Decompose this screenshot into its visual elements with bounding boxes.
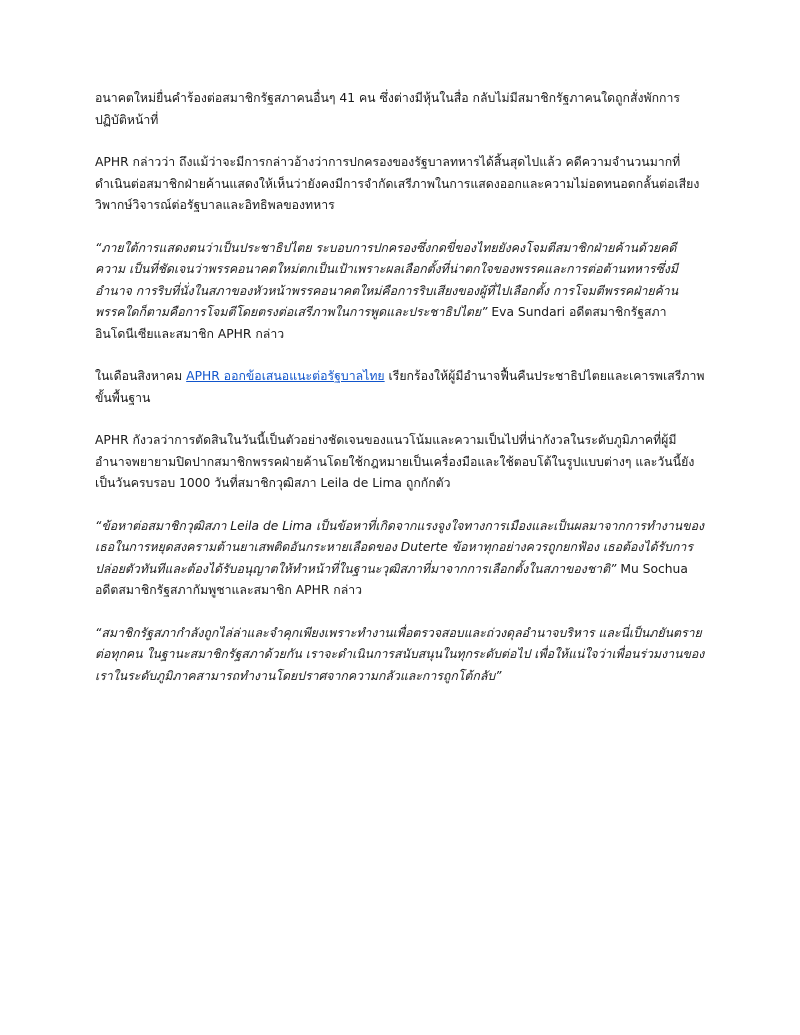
paragraph-aphr-statement: APHR กล่าวว่า ถึงแม้ว่าจะมีการกล่าวอ้างว่าการปกครองของรัฐบาลทหารได้สิ้นสุดไปแล้ว คดีความจำนวนมากที่ดำเนินต่อสมาชิกฝ่ายค้านแสดงให้เห็นว่ายังคงมีการจำกัดเสรีภาพในการแสดงออกและความไม่อดทนอดกลั้นต่อเสียงวิพากษ์วิจารณ์ต่อรัฐบาลและอิทธิพลของทหาร (95, 155, 700, 212)
quote-text: “ข้อหาต่อสมาชิกวุฒิสภา Leila de Lima เป็นข้อหาที่เกิดจากแรงจูงใจทางการเมืองและเป็นผลมาจากการทำงานของเธอในการหยุดสงครามต้านยาเสพติดอันกระหายเลือดของ Duterte ข้อหาทุกอย่างควรถูกยกฟ้อง เธอต้องได้รับการปล่อยตัวทันทีและต้องได้รับอนุญาตให้ทำหน้าที่ในฐานะวุฒิสภาที่มาจากการเลือกตั้งในสภาของชาติ” (95, 518, 704, 576)
paragraph-regional-concern: APHR กังวลว่าการตัดสินในวันนี้เป็นตัวอย่างชัดเจนของแนวโน้มและความเป็นไปที่น่ากังวลในระดับภูมิภาคที่ผู้มีอำนาจพยายามปิดปากสมาชิกพรรคฝ่ายค้านโดยใช้กฎหมายเป็นเครื่องมือและใช้ตอบโต้ในรูปแบบต่างๆ และวันนี้ยังเป็นวันครบรอบ 1000 วันที่สมาชิกวุฒิสภา Leila de Lima ถูกกักตัว (95, 433, 695, 490)
text-after-link: เรียกร้องให้ผู้มีอำนาจฟื้นคืนประชาธิปไตยและเคารพเสรีภาพขั้นพื้นฐาน (95, 369, 705, 405)
paragraph-mu-sochua-quote (95, 516, 705, 602)
text-before-link: ในเดือนสิงหาคม (95, 369, 187, 383)
quote-attribution: Mu Sochua อดีตสมาชิกรัฐสภากัมพูชาและสมาชิก APHR กล่าว (95, 561, 688, 597)
paragraph-media-shares: อนาคตใหม่ยื่นคำร้องต่อสมาชิกรัฐสภาคนอื่นๆ 41 คน ซึ่งต่างมีหุ้นในสื่อ กลับไม่มีสมาชิกรัฐภาคนใดถูกสั่งพักการปฏิบัติหน้าที่ (95, 91, 680, 127)
quote-attribution: Eva Sundari อดีตสมาชิกรัฐสภาอินโดนีเซียและสมาชิก APHR กล่าว (95, 305, 667, 341)
paragraph-eva-sundari-quote (95, 238, 705, 346)
paragraph-august-recommendations (95, 366, 705, 409)
document-page (95, 88, 705, 708)
paragraph-closing-quote: “สมาชิกรัฐสภากำลังถูกไล่ล่าและจำคุกเพียงเพราะทำงานเพื่อตรวจสอบและถ่วงดุลอำนาจบริหาร และนี่เป็นภยันตรายต่อทุกคน ในฐานะสมาชิกรัฐสภาด้วยกัน เราจะดำเนินการสนับสนุนในทุกระดับต่อไป เพื่อให้แน่ใจว่าเพื่อนร่วมงานของเราในระดับภูมิภาคสามารถทำงานโดยปราศจากความกลัวและการถูกโต้กลับ” (95, 625, 705, 683)
aphr-recommendations-link[interactable]: APHR ออกข้อเสนอแนะต่อรัฐบาลไทย (186, 369, 385, 383)
quote-text: “ภายใต้การแสดงตนว่าเป็นประชาธิปไตย ระบอบการปกครองซึ่งกดขี่ของไทยยังคงโจมตีสมาชิกฝ่ายค้านด้วยคดีความ เป็นที่ชัดเจนว่าพรรคอนาคตใหม่ตกเป็นเป้าเพราะผลเลือกตั้งที่น่าตกใจของพรรคและการต่อต้านทหารซึ่งมีอำนาจ การริบที่นั่งในสภาของหัวหน้าพรรคอนาคตใหม่คือการริบเสียงของผู้ที่ไปเลือกตั้ง การโจมตีพรรคฝ่ายค้านพรรคใดก็ตามคือการโจมตีโดยตรงต่อเสรีภาพในการพูดและประชาธิปไตย” (95, 240, 679, 319)
